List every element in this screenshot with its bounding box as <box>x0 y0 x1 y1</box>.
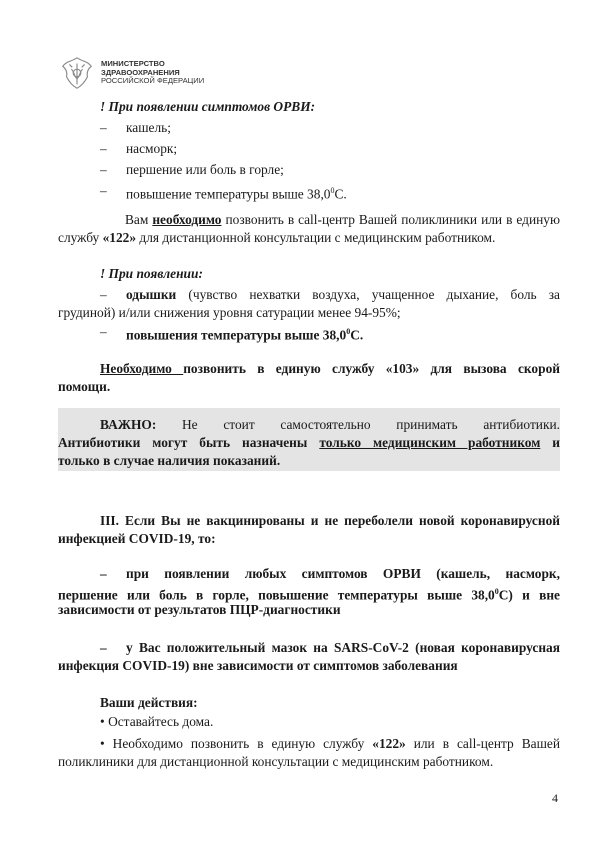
bullet-1-line-1: при появлении любых симптомов ОРВИ (кашель, насморк, <box>126 566 560 581</box>
ministry-name <box>101 60 204 86</box>
appear-heading: ! При появлении: <box>100 266 203 281</box>
action-item-1: • Оставайтесь дома. <box>100 714 214 729</box>
important-line-2: Антибиотики могут быть назначены только медицинским работником и <box>58 435 560 450</box>
page-number: 4 <box>552 791 558 805</box>
orvi-item: – <box>100 120 107 135</box>
call-103-line-1: Необходимо позвонить в единую службу «103» для вызова скорой <box>100 361 560 376</box>
orvi-item: – <box>100 162 107 177</box>
bullet-1-line-2: першение или боль в горле, повышение температуры выше 38,0$^0$С) и вне <box>58 587 560 603</box>
bullet-1-dash: – <box>100 566 107 581</box>
appear-item-2: повышения температуры выше 38,0$^0$С. <box>126 327 364 343</box>
bullet-1-line-3: зависимости от результатов ПЦР-диагностики <box>58 602 341 617</box>
ministry-line-1: МИНИСТЕРСТВО <box>101 59 165 68</box>
appear-item-1-dash: – <box>100 287 107 302</box>
action-item-2-line-1: • Необходимо позвонить в единую службу «122» или в call-центр Вашей <box>100 736 561 751</box>
action-item-2-line-2: поликлиники для дистанционной консультации с медицинским работником. <box>58 754 494 769</box>
call-103-line-2: помощи. <box>58 379 111 394</box>
orvi-item: – <box>100 141 107 156</box>
orvi-item: – <box>100 183 107 198</box>
important-line-3: только в случае наличия показаний. <box>58 453 281 468</box>
ministry-line-2: ЗДРАВООХРАНЕНИЯ <box>101 67 180 77</box>
orvi-heading: ! При появлении симптомов ОРВИ: <box>100 99 316 114</box>
section-3-heading-line-2: инфекцией COVID-19, то: <box>58 531 216 546</box>
appear-item-2-dash: – <box>100 324 107 339</box>
bullet-2-line-2: инфекция COVID-19) вне зависимости от симптомов заболевания <box>58 658 458 673</box>
call-paragraph-line-1: Вам необходимо позвонить в call-центр Вашей поликлиники или в единую <box>125 212 560 227</box>
section-3-heading-line-1: III. Если Вы не вакцинированы и не переболели новой коронавирусной <box>100 513 560 528</box>
orvi-item-text: кашель; <box>126 120 172 135</box>
actions-heading: Ваши действия: <box>100 695 198 710</box>
bullet-2-line-1: у Вас положительный мазок на SARS-CoV-2 (новая коронавирусная <box>126 640 560 655</box>
orvi-item-text: першение или боль в горле; <box>126 162 284 177</box>
important-line-1: ВАЖНО: Не стоит самостоятельно принимать антибиотики. <box>100 417 560 432</box>
orvi-item-text: насморк; <box>126 141 178 156</box>
ministry-emblem-icon <box>58 54 96 92</box>
call-paragraph-line-2: службу «122» для дистанционной консультации с медицинским работником. <box>58 230 496 245</box>
appear-item-1-line-2: грудиной) и/или снижения уровня сатурации менее 94-95%; <box>58 305 401 320</box>
bullet-2-dash: – <box>100 640 107 655</box>
ministry-line-3: РОССИЙСКОЙ ФЕДЕРАЦИИ <box>101 76 205 86</box>
appear-item-1: одышки (чувство нехватки воздуха, учащенное дыхание, боль за <box>126 287 560 302</box>
orvi-item-text: повышение температуры выше 38,0$^0$С. <box>126 186 347 202</box>
